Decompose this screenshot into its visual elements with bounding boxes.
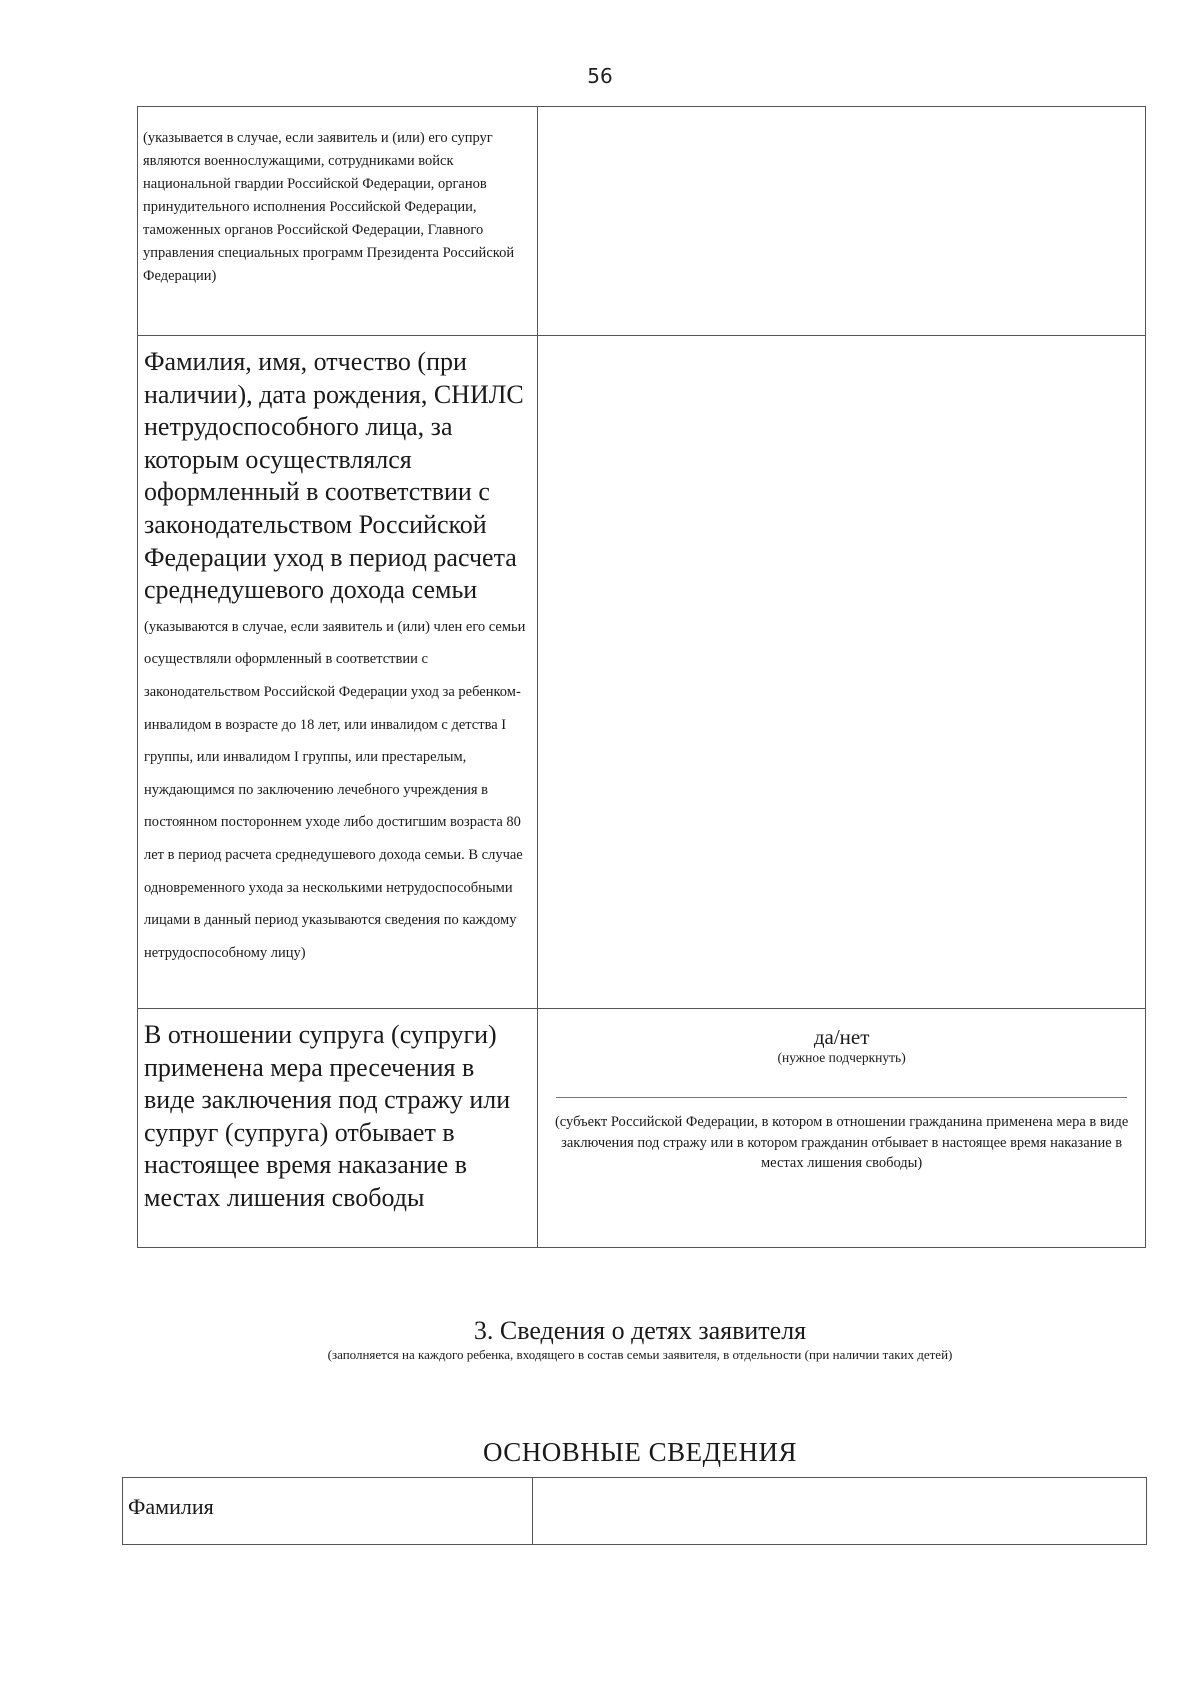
note-text: (указывается в случае, если заявитель и (или) его супруг являются военнослужащими, сотрудниками войск национальной гвардии Российской Федерации, органов принудительного исполнения Российской Федерации, таможенных органов Российской Федерации, Главного управления специальных программ Президента Российской Федерации): [143, 130, 515, 284]
row-label-cell: [138, 336, 538, 1009]
form-table: [137, 106, 1146, 1248]
subject-fill-line[interactable]: [556, 1097, 1127, 1098]
answer-cell: [538, 1009, 1146, 1248]
table-row: [123, 1478, 1147, 1545]
section-note: (заполняется на каждого ребенка, входящего в состав семьи заявителя, в отдельности (при наличии таких детей): [327, 1347, 953, 1362]
section-title: 3. Сведения о детях заявителя: [473, 1316, 807, 1345]
children-table: [122, 1477, 1147, 1545]
table-row: [138, 336, 1146, 1009]
subheading: ОСНОВНЫЕ СВЕДЕНИЯ: [482, 1437, 798, 1467]
table-row: [138, 107, 1146, 336]
surname-input-cell[interactable]: [533, 1478, 1147, 1545]
field-label: Фамилия, имя, отчество (при наличии), дата рождения, СНИЛС нетрудоспособного лица, за которым осуществлялся оформленный в соответствии с законодательством Российской Федерации уход в период расчета среднедушевого дохода семьи: [144, 347, 524, 605]
field-note: (указываются в случае, если заявитель и (или) член его семьи осуществляли оформленный в соответствии с законодательством Российской Федерации уход за ребенком-инвалидом в возрасте до 18 лет, или инвалидом с детства I группы, или инвалидом I группы, или престарелым, нуждающимся по заключению лечебного учреждения в постоянном постороннем уходе либо достигшим возраста 80 лет в период расчета среднедушевого дохода семьи. В случае одновременного ухода за несколькими нетрудоспособными лицами в данный период указываются сведения по каждому нетрудоспособному лицу): [144, 618, 526, 961]
input-cell[interactable]: [538, 336, 1146, 1009]
surname-label: Фамилия: [123, 1478, 533, 1545]
table-row: [138, 1009, 1146, 1248]
subject-note: (субъект Российской Федерации, в котором в отношении гражданина применена мера в виде заключения под стражу или в котором гражданин отбывает в настоящее время наказание в местах лишения свободы): [554, 1114, 1129, 1171]
yes-no-option[interactable]: да/нет: [813, 1025, 870, 1049]
input-cell[interactable]: [538, 107, 1146, 336]
page-number: 56: [587, 64, 613, 88]
field-label: В отношении супруга (супруги) применена мера пресечения в виде заключения под стражу или супруг (супруга) отбывает в настоящее время наказание в местах лишения свободы: [144, 1020, 511, 1212]
row-label-cell: [138, 1009, 538, 1248]
yes-no-hint: (нужное подчеркнуть): [777, 1050, 906, 1065]
row-label-cell: [138, 107, 538, 336]
